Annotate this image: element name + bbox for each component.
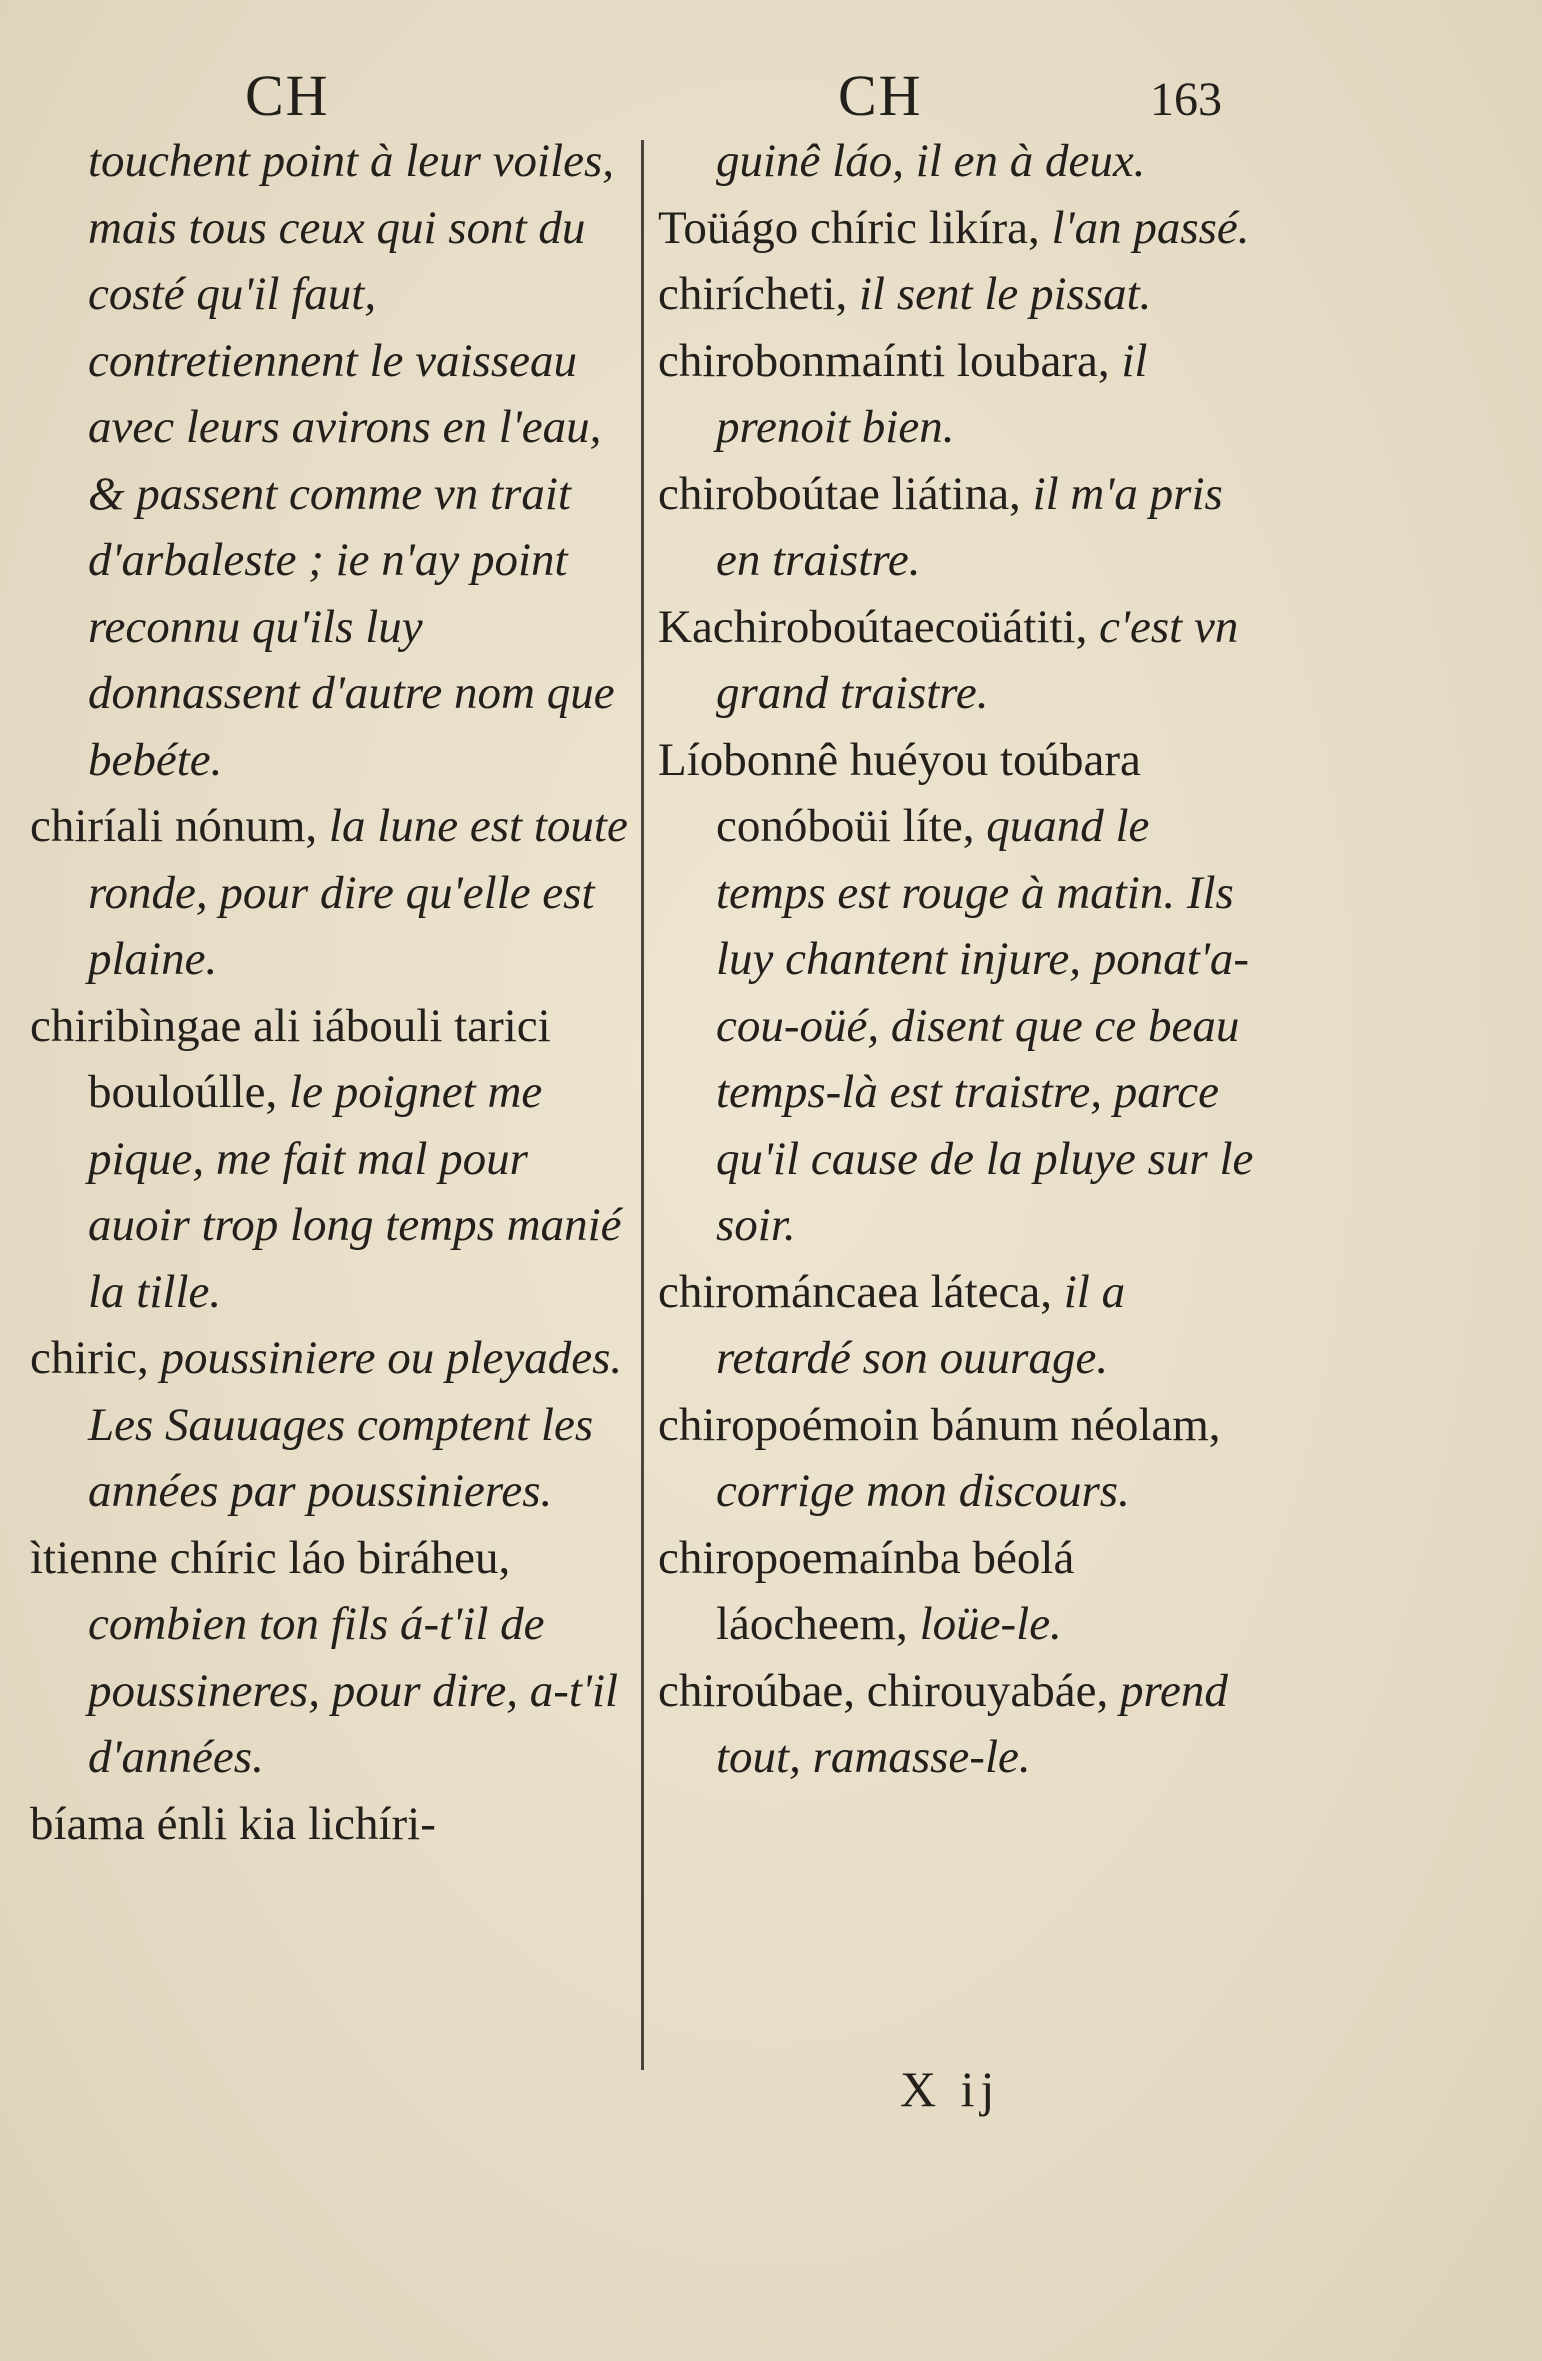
headword: chiropoémoin bánum néolam,	[658, 1398, 1221, 1451]
signature-mark: X ij	[900, 2061, 1001, 2117]
headword: chiribìngae ali iábouli tarici bouloúlle,	[30, 999, 551, 1118]
left-column	[30, 128, 630, 1857]
translation: l'an passé.	[1051, 201, 1250, 254]
headword: ìtienne chíric láo biráheu,	[30, 1531, 511, 1584]
headword: chiríali nónum,	[30, 800, 318, 852]
translation: combien ton fils á-t'il de poussineres, pour dire, a-t'il d'années.	[88, 1598, 619, 1783]
dictionary-entry	[30, 1325, 630, 1525]
headword: bíama énli kia lichíri-	[30, 1797, 436, 1850]
headword: chiroúbae, chirouyabáe,	[658, 1664, 1109, 1717]
dictionary-entry	[658, 195, 1268, 262]
page-number: 163	[1150, 73, 1222, 126]
continuation-text: guinê láo, il en à deux.	[716, 135, 1146, 187]
translation: il prenoit bien.	[716, 334, 1148, 453]
dictionary-entry	[30, 793, 630, 993]
dictionary-entry	[658, 1392, 1268, 1525]
column-rule	[641, 140, 644, 2070]
dictionary-entry	[30, 1525, 630, 1791]
translation: corrige mon discours.	[716, 1465, 1130, 1517]
translation: c'est vn grand traistre.	[716, 600, 1239, 719]
dictionary-entry	[658, 261, 1268, 328]
headword: Líobonnê huéyou toúbara conóboüi líte,	[658, 733, 1141, 852]
dictionary-entry	[658, 1259, 1268, 1392]
continuation-text: touchent point à leur voiles, mais tous ceux qui sont du costé qu'il faut, contretiennent le vaisseau avec leurs avirons en l'eau, & passent comme vn trait d'arbaleste ; ie n'ay point reconnu qu'ils luy donnassent d'autre nom que bebéte.	[88, 135, 615, 786]
dictionary-entry	[658, 1658, 1268, 1791]
translation: la lune est toute ronde, pour dire qu'elle est plaine.	[88, 800, 628, 985]
translation: loüe-le.	[919, 1598, 1062, 1650]
headword: chirícheti,	[658, 268, 848, 320]
translation: il sent le pissat.	[858, 268, 1152, 320]
dictionary-entry	[658, 594, 1268, 727]
running-head-right: CH	[838, 63, 923, 128]
translation: il m'a pris en traistre.	[716, 467, 1223, 586]
headword: chiroboútae liátina,	[658, 467, 1021, 520]
headword: Kachiroboútaecoüátiti,	[658, 600, 1088, 653]
headword: chirománcaea láteca,	[658, 1265, 1052, 1318]
dictionary-entry	[30, 993, 630, 1326]
dictionary-entry	[30, 1791, 630, 1858]
translation: poussiniere ou pleyades. Les Sauuages comptent les années par poussinieres.	[88, 1332, 623, 1517]
headword: chirobonmaínti loubara,	[658, 334, 1110, 387]
translation: le poignet me pique, me fait mal pour auoir trop long temps manié la tille.	[88, 1066, 622, 1318]
headword: chiropoemaínba béolá láocheem,	[658, 1531, 1075, 1650]
running-head-left: CH	[245, 63, 330, 128]
translation: il a retardé son ouurage.	[716, 1265, 1126, 1384]
dictionary-entry	[658, 1525, 1268, 1658]
dictionary-entry	[658, 461, 1268, 594]
headword: chiric,	[30, 1332, 149, 1384]
right-column	[658, 128, 1268, 1791]
translation: quand le temps est rouge à matin. Ils luy chantent injure, ponat'a-cou-oüé, disent que ce beau temps-là est traistre, parce qu'il cause de la pluye sur le soir.	[716, 800, 1254, 1251]
translation: prend tout, ramasse-le.	[716, 1664, 1228, 1783]
dictionary-entry	[658, 328, 1268, 461]
dictionary-entry	[658, 727, 1268, 1259]
headword: Toüágo chíric likíra,	[658, 201, 1040, 254]
